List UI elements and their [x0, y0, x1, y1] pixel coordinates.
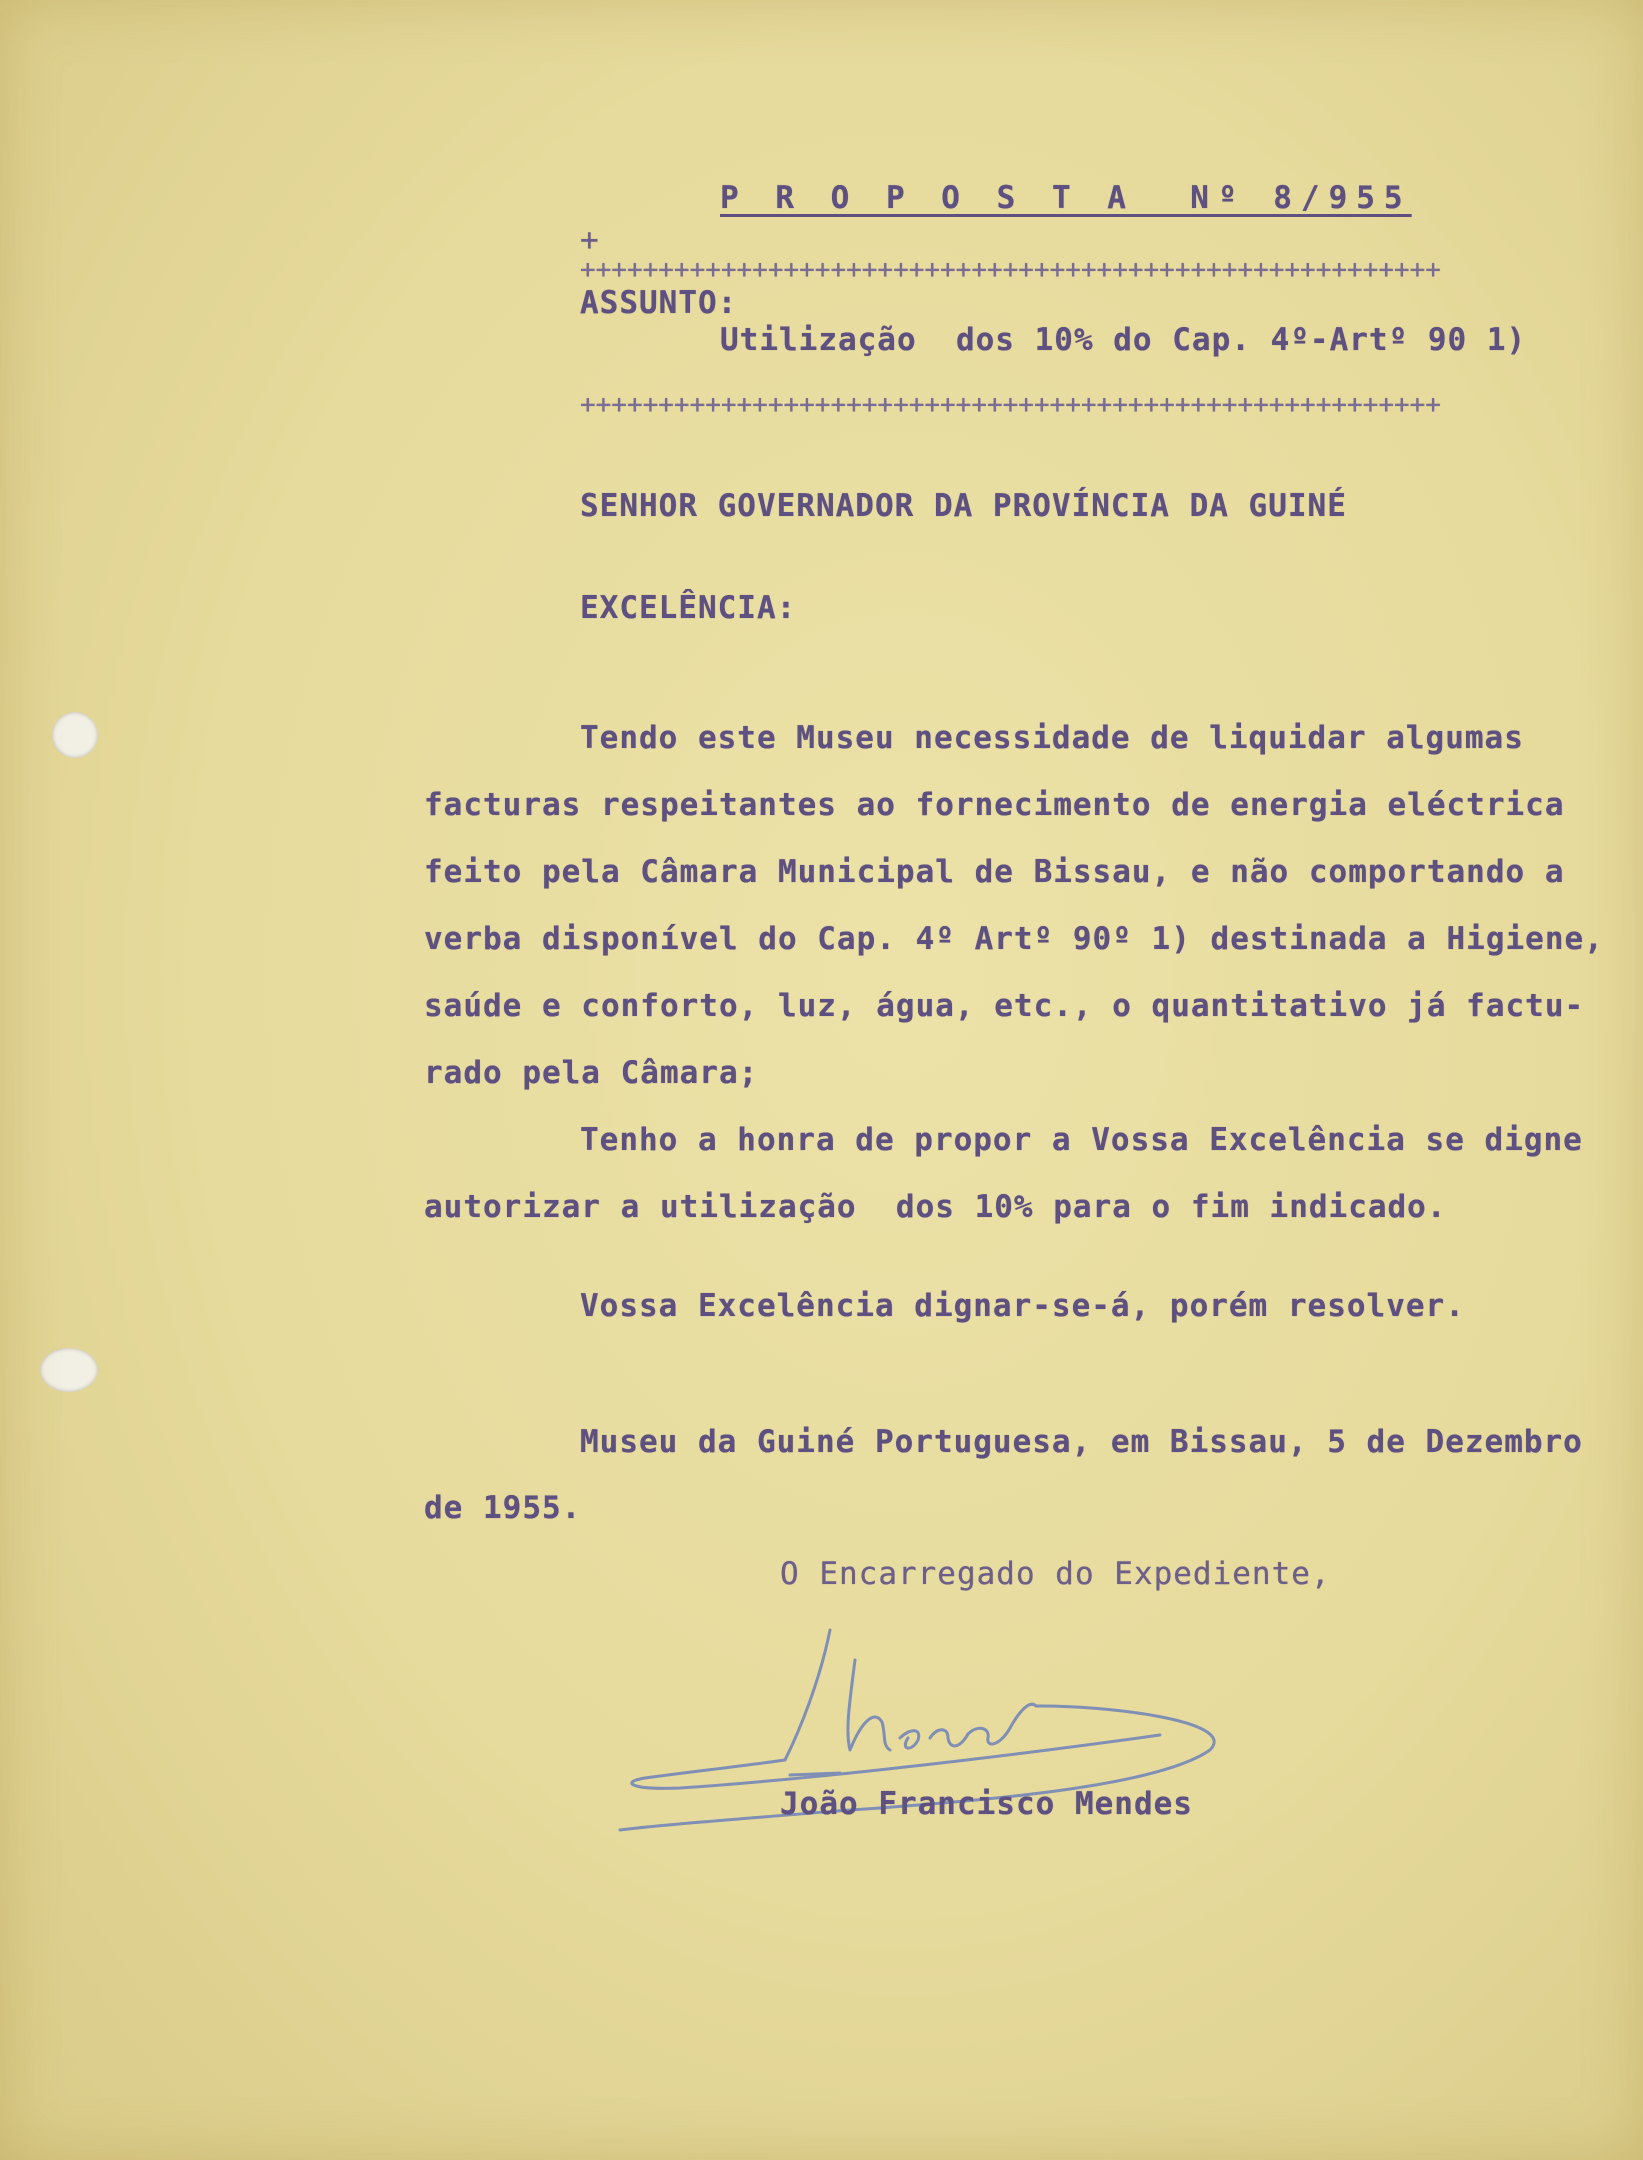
document-title: P R O P O S T A Nº 8/955 [720, 180, 1412, 216]
body-line: feito pela Câmara Municipal de Bissau, e não comportando a [424, 854, 1565, 890]
body-line: rado pela Câmara; [424, 1055, 759, 1091]
plus-mark: + [580, 222, 600, 258]
place-date-line: Museu da Guiné Portuguesa, em Bissau, 5 de Dezembro [580, 1424, 1583, 1460]
signatory-title: O Encarregado do Expediente, [780, 1556, 1331, 1592]
punch-hole-bottom [40, 1348, 98, 1392]
assunto-text: Utilização dos 10% do Cap. 4º-Artº 90 1) [720, 322, 1527, 358]
closing-line: Vossa Excelência dignar-se-á, porém resolver. [580, 1288, 1465, 1324]
body-line: facturas respeitantes ao fornecimento de energia eléctrica [424, 787, 1565, 823]
body-line: Tendo este Museu necessidade de liquidar algumas [580, 720, 1524, 756]
assunto-label: ASSUNTO: [580, 285, 738, 321]
salutation: EXCELÊNCIA: [580, 590, 797, 626]
body-line: verba disponível do Cap. 4º Artº 90º 1) destinada a Higiene, [424, 921, 1604, 957]
place-date-line: de 1955. [424, 1490, 582, 1526]
punch-hole-top [52, 712, 98, 758]
body-line: Tenho a honra de propor a Vossa Excelência se digne [580, 1122, 1583, 1158]
separator-bottom: +++++++++++++++++++++++++++++++++++++++++++++++++++++++ [580, 390, 1441, 420]
separator-top: +++++++++++++++++++++++++++++++++++++++++++++++++++++++ [580, 255, 1441, 285]
addressee: SENHOR GOVERNADOR DA PROVÍNCIA DA GUINÉ [580, 488, 1347, 524]
signatory-name: João Francisco Mendes [780, 1786, 1193, 1822]
body-line: autorizar a utilização dos 10% para o fim indicado. [424, 1189, 1447, 1225]
body-line: saúde e conforto, luz, água, etc., o quantitativo já factu- [424, 988, 1585, 1024]
